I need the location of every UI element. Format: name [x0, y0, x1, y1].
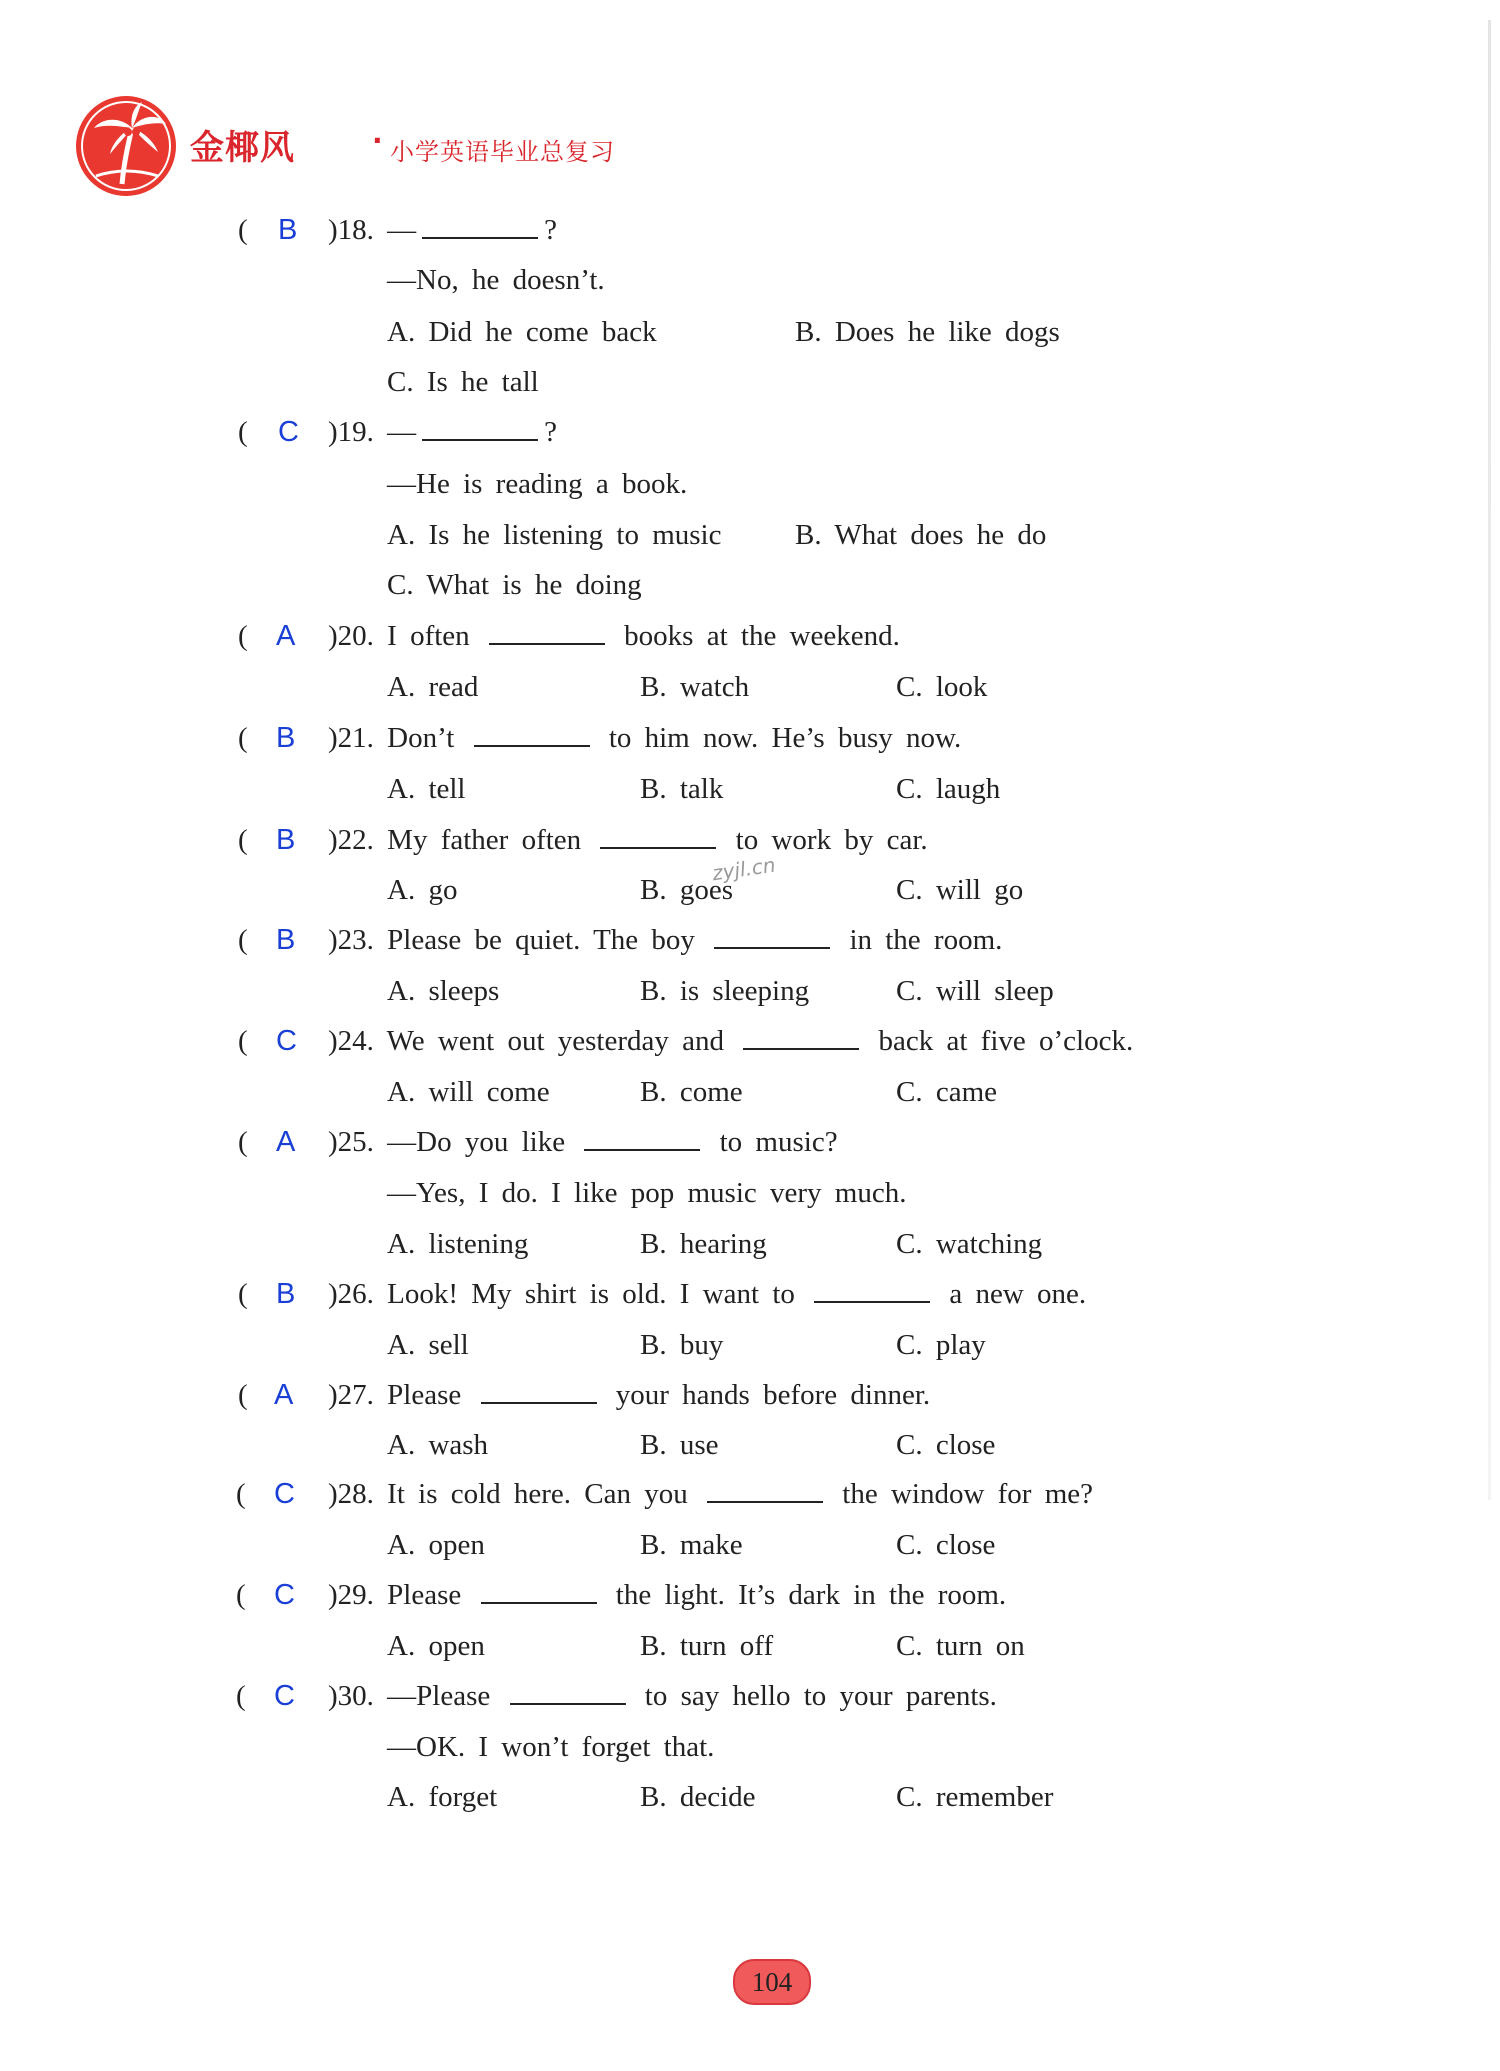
- option-a: A. open: [387, 1529, 485, 1561]
- option-a: A. open: [387, 1630, 485, 1662]
- option-b: B. hearing: [640, 1228, 767, 1260]
- answer-letter: A: [276, 1126, 296, 1158]
- answer-blank: [481, 1378, 597, 1404]
- option-a: A. tell: [387, 773, 466, 805]
- book-subtitle: 小学英语毕业总复习: [390, 138, 615, 166]
- option-b: B. come: [640, 1076, 743, 1108]
- dialogue-reply: —OK. I won’t forget that.: [387, 1731, 715, 1763]
- question-number: )19.: [328, 416, 374, 448]
- page-number-badge: [733, 1959, 811, 2005]
- answer-blank: [707, 1477, 823, 1503]
- dialogue-reply: —No, he doesn’t.: [387, 264, 605, 296]
- answer-letter: B: [278, 214, 298, 246]
- coconut-palm-logo-icon: [72, 92, 180, 200]
- option-c: C. will sleep: [896, 975, 1054, 1007]
- answer-blank: [584, 1125, 700, 1151]
- option-a: A. listening: [387, 1228, 529, 1260]
- option-c: C. close: [896, 1429, 996, 1461]
- answer-letter: B: [276, 722, 296, 754]
- option-b: B. Does he like dogs: [795, 316, 1060, 348]
- question-number: )23.: [328, 924, 374, 956]
- option-c: C. turn on: [896, 1630, 1025, 1662]
- answer-blank: [422, 213, 538, 239]
- option-c: C. look: [896, 671, 988, 703]
- option-c: C. laugh: [896, 773, 1001, 805]
- option-c: C. watching: [896, 1228, 1043, 1260]
- question-number: )30.: [328, 1680, 374, 1712]
- answer-blank: [814, 1277, 930, 1303]
- answer-blank: [481, 1578, 597, 1604]
- question-number: )21.: [328, 722, 374, 754]
- question-number: )29.: [328, 1579, 374, 1611]
- answer-letter: C: [274, 1478, 295, 1510]
- option-b: B. use: [640, 1429, 719, 1461]
- answer-letter: B: [276, 1278, 296, 1310]
- option-c: C. Is he tall: [387, 366, 539, 398]
- option-a: A. go: [387, 874, 458, 906]
- question-number: )26.: [328, 1278, 374, 1310]
- answer-blank: [743, 1024, 859, 1050]
- option-a: A. forget: [387, 1781, 498, 1813]
- answer-letter: C: [278, 416, 299, 448]
- answer-blank: [600, 823, 716, 849]
- option-c: C. will go: [896, 874, 1024, 906]
- option-a: A. sleeps: [387, 975, 500, 1007]
- question-number: )25.: [328, 1126, 374, 1158]
- question-number: )27.: [328, 1379, 374, 1411]
- option-a: A. sell: [387, 1329, 469, 1361]
- answer-blank: [489, 619, 605, 645]
- question-number: )20.: [328, 620, 374, 652]
- answer-letter: C: [274, 1680, 295, 1712]
- option-a: A. wash: [387, 1429, 489, 1461]
- option-c: C. came: [896, 1076, 998, 1108]
- brand-name: 金椰风: [190, 128, 295, 168]
- option-b: B. decide: [640, 1781, 756, 1813]
- answer-blank: [510, 1679, 626, 1705]
- header: [72, 92, 772, 202]
- answer-letter: C: [276, 1025, 297, 1057]
- brand-separator: ·: [372, 124, 383, 157]
- answer-letter: A: [274, 1379, 294, 1411]
- option-b: B. buy: [640, 1329, 724, 1361]
- option-b: B. What does he do: [795, 519, 1047, 551]
- dialogue-reply: —Yes, I do. I like pop music very much.: [387, 1177, 907, 1209]
- question-number: )22.: [328, 824, 374, 856]
- option-b: B. turn off: [640, 1630, 774, 1662]
- answer-blank: [474, 721, 590, 747]
- option-c: C. play: [896, 1329, 986, 1361]
- option-b: B. talk: [640, 773, 724, 805]
- option-b: B. make: [640, 1529, 743, 1561]
- option-c: C. close: [896, 1529, 996, 1561]
- dialogue-reply: —He is reading a book.: [387, 468, 688, 500]
- option-a: A. Is he listening to music: [387, 519, 722, 551]
- answer-letter: B: [276, 824, 296, 856]
- question-number: )28.: [328, 1478, 374, 1510]
- option-b: B. goes: [640, 874, 733, 906]
- question-number: )24.: [328, 1025, 374, 1057]
- answer-blank: [422, 415, 538, 441]
- answer-letter: C: [274, 1579, 295, 1611]
- watermark: zyjl.cn: [710, 852, 777, 886]
- page-number: 104: [751, 1966, 793, 1997]
- answer-letter: B: [276, 924, 296, 956]
- answer-letter: A: [276, 620, 296, 652]
- page-edge-line: [1488, 20, 1491, 1500]
- option-a: A. Did he come back: [387, 316, 657, 348]
- option-b: B. is sleeping: [640, 975, 810, 1007]
- option-c: C. What is he doing: [387, 569, 642, 601]
- answer-blank: [714, 923, 830, 949]
- option-c: C. remember: [896, 1781, 1054, 1813]
- option-b: B. watch: [640, 671, 750, 703]
- question-number: )18.: [328, 214, 374, 246]
- option-a: A. will come: [387, 1076, 550, 1108]
- option-a: A. read: [387, 671, 479, 703]
